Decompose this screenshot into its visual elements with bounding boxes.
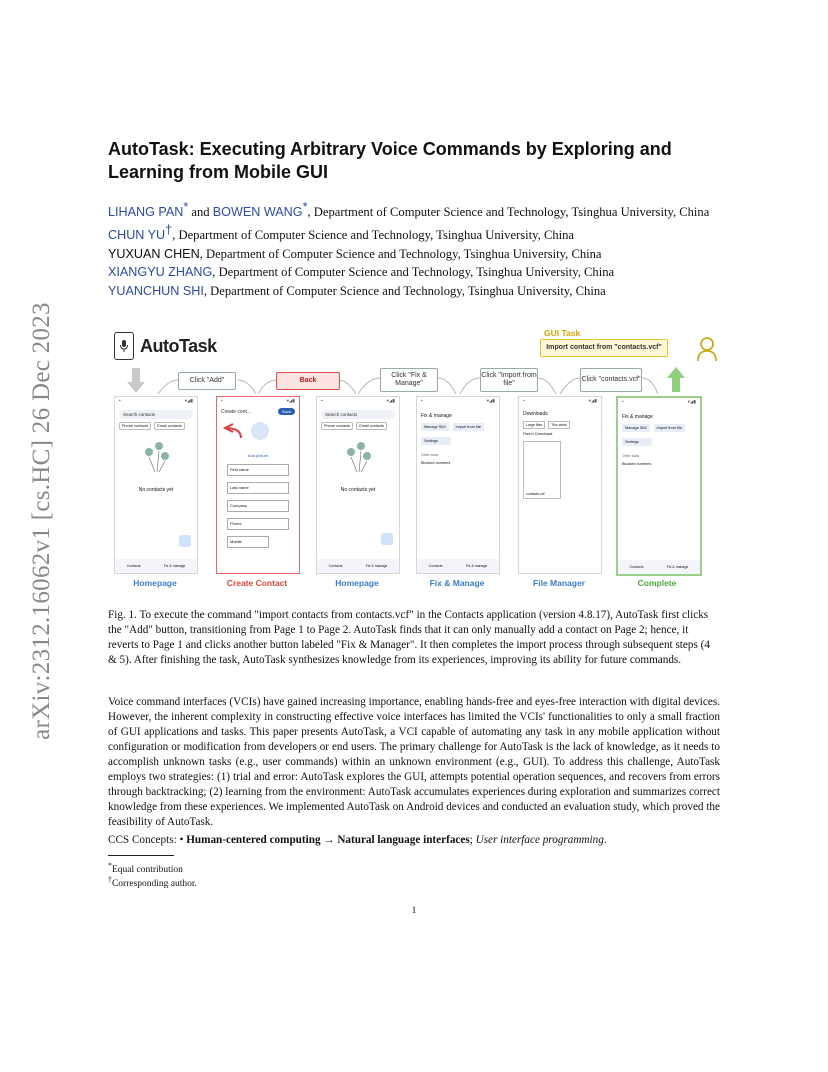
filter-chips (119, 422, 193, 430)
phone-screen-homepage (114, 396, 198, 574)
undo-arrow-icon (217, 416, 299, 448)
files-section-label: Files in Downloads (523, 432, 553, 436)
abstract: Voice command interfaces (VCIs) have gained increasing importance, enabling hands-free and eyes-free interaction with digital devices. However, the inherent complexity in constructing effective voice interfaces has limited the VCIs' functionalities to only a small fraction of GUI applications and tasks. This paper presents AutoTask, a VCI capable of automating any task in any mobile application without configuration or modification from developers or end users. The primary challenge for AutoTask is the lack of knowledge, as it needs to accomplish unknown tasks (e.g., user commands) within an unknown environment (e.g., GUI). To address this challenge, AutoTask employs two strategies: (1) trial and error: AutoTask explores the GUI, attempts potential operation sequences, and recovers from errors through backtracking; (2) learning from the environment: AutoTask accumulates experiences during exploration and summarizes correct knowledge from these experiences. We implemented AutoTask on Android devices and conducted an evaluation study, which proved the feasibility of AutoTask. (108, 696, 720, 828)
screen-label-complete: Complete (637, 578, 677, 588)
import-from-file-button[interactable]: Import from file (453, 423, 484, 431)
figure-caption: Fig. 1. To execute the command "import contacts from contacts.vcf" in the Contacts application (version 4.8.17), AutoTask first clicks the "Add" button, transitioning from Page 1 to Page 2. AutoTask finds that it can only manually add a contact on Page 2; hence, it reverts to Page 1 and clicks another button labeled "Fix & Manager". It then completes the import process through subsequent steps (4 & 5). After finishing the task, AutoTask synthesizes knowledge from its experiences, improving its ability for future commands. (108, 609, 710, 666)
phone-screen-create-contact (216, 396, 300, 574)
ccs-secondary: User interface programming (475, 834, 604, 846)
paper-title: AutoTask: Executing Arbitrary Voice Commands by Exploring and Learning from Mobile GUI (108, 139, 672, 182)
chip-large-files[interactable]: Large files (523, 421, 545, 429)
nav-contacts[interactable]: Contacts (328, 564, 343, 568)
nav-contacts[interactable]: Contacts (428, 564, 443, 568)
chip-email-contacts[interactable]: Email contacts (154, 422, 185, 430)
arxiv-identifier (22, 286, 62, 756)
logo-text: AutoTask (140, 335, 217, 356)
action-back: Back (276, 372, 340, 390)
author-name[interactable]: CHUN YU (108, 228, 166, 243)
author-name[interactable]: LIHANG PAN (108, 205, 184, 220)
search-placeholder: Search contacts (123, 412, 156, 417)
create-header (217, 407, 299, 416)
author-line-5 (108, 263, 720, 281)
bottom-nav (618, 560, 700, 574)
gui-task-command: Import contact from "contacts.vcf" (540, 339, 668, 357)
footnote-equal-text: Equal contribution (111, 865, 183, 876)
author-name: YUXUAN CHEN (108, 246, 200, 261)
phone-screen-homepage-2 (316, 396, 400, 574)
affiliation: , Department of Computer Science and Technology, Tsinghua University, China (199, 246, 602, 261)
author-line-3 (108, 221, 720, 244)
footnote-corresponding (108, 874, 408, 890)
empty-illustration (317, 432, 399, 478)
bottom-nav (115, 559, 197, 573)
affiliation: , Department of Computer Science and Technology, Tsinghua University, China (212, 265, 615, 280)
equal-marker: * (183, 200, 189, 214)
manage-sim-button[interactable]: Manage SIM (421, 423, 449, 431)
empty-illustration (115, 432, 197, 478)
status-bar: • ▾◢▮ (523, 398, 597, 403)
nav-fix-manage[interactable]: Fix & manage (465, 564, 488, 568)
add-contact-fab[interactable] (179, 535, 191, 547)
ccs-concepts (108, 833, 720, 848)
tool-buttons (618, 424, 700, 432)
author-name[interactable]: BOWEN WANG (212, 205, 303, 220)
manage-sim-button[interactable]: Manage SIM (622, 424, 650, 432)
author-and: and (191, 205, 210, 220)
bottom-nav (417, 559, 499, 573)
other-tools-label: Other tools (421, 453, 439, 457)
screen-label-homepage: Homepage (133, 578, 177, 588)
action-click-fix-manage: Click "Fix & Manage" (380, 368, 438, 392)
arxiv-id-text: arXiv:2312.16062v1 [cs.HC] 26 Dec 2023 (28, 302, 55, 740)
ccs-label: CCS Concepts: • (108, 834, 187, 846)
downloads-title: Downloads (523, 411, 548, 417)
bottom-nav (317, 559, 399, 573)
settings-button[interactable]: Settings (421, 437, 451, 445)
phone-field[interactable]: Phone (227, 518, 289, 530)
download-filters (519, 421, 601, 429)
action-click-import: Click "Import from file" (480, 368, 538, 392)
phone-screen-fix-manage (416, 396, 500, 574)
footnote-rule (108, 855, 174, 856)
corresponding-marker: † (108, 875, 112, 884)
file-name: contacts.vcf (526, 492, 545, 496)
contact-form (227, 464, 289, 548)
empty-state-text: No contacts yet (340, 487, 376, 493)
footnote-corresponding-text: Corresponding author. (111, 879, 197, 890)
screen-label-homepage-2: Homepage (335, 578, 379, 588)
affiliation: , Department of Computer Science and Technology, Tsinghua University, China (203, 283, 606, 298)
affiliation: , Department of Computer Science and Technology, Tsinghua University, China (307, 205, 710, 220)
search-bar[interactable] (321, 410, 395, 419)
equal-marker: * (108, 861, 112, 870)
author-name[interactable]: XIANGYU ZHANG (108, 265, 213, 280)
phone-screen-complete (616, 396, 702, 576)
ccs-end: . (603, 834, 607, 846)
figure-1 (108, 328, 720, 594)
author-name[interactable]: YUANCHUN SHI (108, 283, 204, 298)
status-bar: • ▾◢▮ (321, 398, 395, 403)
status-bar: • ▾◢▮ (119, 398, 193, 403)
screen-label-file-manager: File Manager (533, 578, 585, 588)
blocked-numbers-item[interactable]: Blocked numbers (622, 462, 652, 466)
author-line-6 (108, 282, 720, 300)
chip-email-contacts[interactable]: Email contacts (356, 422, 387, 430)
chip-this-week[interactable]: This week (548, 421, 570, 429)
corresponding-marker: † (165, 223, 173, 238)
status-bar: • ▾◢▮ (622, 399, 696, 404)
author-list (108, 198, 720, 300)
equal-marker: * (302, 200, 308, 214)
first-name-field[interactable]: First name (227, 464, 289, 476)
nav-fix-manage[interactable]: Fix & manage (365, 564, 388, 568)
settings-button[interactable]: Settings (622, 438, 652, 446)
empty-state-text: No contacts yet (138, 487, 174, 493)
search-placeholder: Search contacts (325, 412, 358, 417)
tool-buttons (417, 423, 499, 431)
ccs-separator: ; (469, 834, 476, 846)
company-field[interactable]: Company (227, 500, 289, 512)
save-button[interactable]: Save (278, 408, 295, 415)
add-contact-fab[interactable] (381, 533, 393, 545)
status-bar: • ▾◢▮ (421, 398, 495, 403)
chip-phone-contacts[interactable]: Phone contacts (321, 422, 353, 430)
gui-task-label: GUI Task (544, 328, 581, 338)
nav-contacts[interactable]: Contacts (629, 565, 644, 569)
author-line-1 (108, 198, 720, 221)
action-click-add: Click "Add" (178, 372, 236, 390)
author-line-4 (108, 245, 720, 263)
import-from-file-button[interactable]: Import from file (654, 424, 685, 432)
screen-label-fix-manage: Fix & Manage (429, 578, 485, 588)
add-picture-link[interactable]: Add picture (247, 453, 269, 458)
page-number: 1 (411, 906, 417, 916)
status-bar: • ▾◢▮ (221, 398, 295, 403)
nav-contacts[interactable]: Contacts (126, 564, 141, 568)
phone-screen-file-manager (518, 396, 602, 574)
fix-manage-title: Fix & manage (421, 413, 452, 419)
blocked-numbers-item[interactable]: Blocked numbers (421, 461, 451, 465)
nav-fix-manage[interactable]: Fix & manage (666, 565, 689, 569)
search-bar[interactable] (119, 410, 193, 419)
affiliation: , Department of Computer Science and Technology, Tsinghua University, China (172, 228, 575, 243)
file-card[interactable] (523, 441, 561, 499)
filter-chips (321, 422, 395, 430)
action-click-vcf: Click "contacts.vcf" (580, 368, 642, 392)
label-select[interactable]: Mobile (227, 536, 269, 548)
create-title: Create cont... (221, 408, 252, 415)
other-tools-label: Other tools (622, 454, 640, 458)
screen-label-create-contact: Create Contact (226, 578, 288, 588)
chip-phone-contacts[interactable]: Phone contacts (119, 422, 151, 430)
last-name-field[interactable]: Last name (227, 482, 289, 494)
ccs-primary: Human-centered computing → Natural language interfaces (186, 834, 470, 846)
fix-manage-title: Fix & manage (622, 414, 653, 420)
nav-fix-manage[interactable]: Fix & manage (163, 564, 186, 568)
